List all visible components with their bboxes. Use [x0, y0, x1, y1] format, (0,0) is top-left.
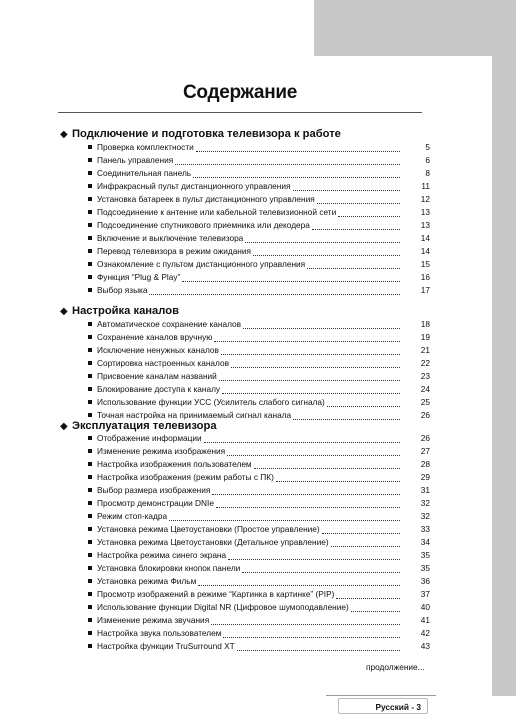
toc-entry-page: 40	[420, 602, 430, 612]
toc-entry-label: Установка блокировки кнопок панели	[97, 563, 241, 573]
toc-entry[interactable]	[88, 272, 430, 285]
square-bullet-icon	[88, 332, 97, 337]
toc-entry-label: Подсоединение к антенне или кабельной телевизионной сети	[97, 207, 337, 217]
square-bullet-icon	[88, 641, 97, 646]
dot-leader	[293, 413, 400, 420]
toc-entry[interactable]	[88, 285, 430, 298]
square-bullet-icon	[88, 233, 97, 238]
square-bullet-icon	[88, 446, 97, 451]
toc-entry-page: 36	[420, 576, 430, 586]
square-bullet-icon	[88, 142, 97, 147]
square-bullet-icon	[88, 181, 97, 186]
toc-entry-page: 26	[420, 433, 430, 443]
toc-entry-label: Исключение ненужных каналов	[97, 345, 219, 355]
toc-entry[interactable]	[88, 550, 430, 563]
toc-entry-page: 37	[420, 589, 430, 599]
toc-entry-page: 35	[420, 563, 430, 573]
dot-leader	[254, 462, 400, 469]
toc-entry-label: Просмотр изображений в режиме “Картинка в картинке” (PIP)	[97, 589, 335, 599]
dot-leader	[336, 592, 400, 599]
section-heading	[60, 305, 179, 317]
section-heading-text: Эксплуатация телевизора	[72, 420, 217, 432]
toc-entry-page: 23	[420, 371, 430, 381]
toc-entry-label: Отображение информации	[97, 433, 202, 443]
toc-entry-label: Изменение режима звучания	[97, 615, 210, 625]
toc-entry-label: Использование функции УСС (Усилитель слабого сигнала)	[97, 397, 325, 407]
toc-entry[interactable]	[88, 332, 430, 345]
dot-leader	[175, 158, 400, 165]
square-bullet-icon	[88, 155, 97, 160]
dot-leader	[276, 475, 400, 482]
square-bullet-icon	[88, 410, 97, 415]
toc-entry[interactable]	[88, 524, 430, 537]
toc-entry-label: Настройка звука пользователем	[97, 628, 222, 638]
toc-entry-page: 22	[420, 358, 430, 368]
square-bullet-icon	[88, 472, 97, 477]
toc-entry[interactable]	[88, 576, 430, 589]
toc-entry[interactable]	[88, 194, 430, 207]
square-bullet-icon	[88, 272, 97, 277]
toc-entry[interactable]	[88, 397, 430, 410]
dot-leader	[223, 631, 400, 638]
toc-entry-page: 11	[421, 181, 430, 191]
toc-entry[interactable]	[88, 155, 430, 168]
toc-entry-label: Функция “Plug & Play”	[97, 272, 181, 282]
toc-entry[interactable]	[88, 537, 430, 550]
square-bullet-icon	[88, 319, 97, 324]
square-bullet-icon	[88, 358, 97, 363]
toc-entry-label: Установка режима Фильм	[97, 576, 197, 586]
dot-leader	[193, 171, 400, 178]
toc-entry[interactable]	[88, 259, 430, 272]
dot-leader	[245, 236, 400, 243]
toc-entry[interactable]	[88, 142, 430, 155]
toc-entry-page: 13	[420, 207, 430, 217]
toc-entry-label: Режим стоп-кадра	[97, 511, 168, 521]
square-bullet-icon	[88, 194, 97, 199]
toc-entry-page: 28	[420, 459, 430, 469]
toc-entry-page: 31	[420, 485, 430, 495]
square-bullet-icon	[88, 397, 97, 402]
dot-leader	[242, 566, 400, 573]
square-bullet-icon	[88, 168, 97, 173]
toc-entry-label: Выбор языка	[97, 285, 148, 295]
square-bullet-icon	[88, 537, 97, 542]
toc-entry-page: 15	[420, 259, 430, 269]
toc-entry[interactable]	[88, 220, 430, 233]
toc-entry[interactable]	[88, 589, 430, 602]
dot-leader	[169, 514, 400, 521]
toc-entry-page: 42	[420, 628, 430, 638]
toc-entry[interactable]	[88, 207, 430, 220]
dot-leader	[216, 501, 400, 508]
toc-entry-page: 5	[425, 142, 430, 152]
dot-leader	[204, 436, 400, 443]
footer-divider	[326, 695, 436, 696]
toc-entry-label: Проверка комплектности	[97, 142, 194, 152]
toc-entry[interactable]	[88, 511, 430, 524]
toc-entry-label: Настройка функции TruSurround XT	[97, 641, 235, 651]
square-bullet-icon	[88, 628, 97, 633]
dot-leader	[198, 579, 400, 586]
square-bullet-icon	[88, 563, 97, 568]
dot-leader	[196, 145, 400, 152]
toc-entry[interactable]	[88, 472, 430, 485]
toc-entry-label: Перевод телевизора в режим ожидания	[97, 246, 252, 256]
dot-leader	[212, 488, 400, 495]
square-bullet-icon	[88, 384, 97, 389]
square-bullet-icon	[88, 459, 97, 464]
toc-entry-label: Присвоение каналам названий	[97, 371, 217, 381]
toc-entry[interactable]	[88, 498, 430, 511]
toc-entry-label: Точная настройка на принимаемый сигнал канала	[97, 410, 292, 420]
square-bullet-icon	[88, 511, 97, 516]
toc-entry-label: Выбор размера изображения	[97, 485, 211, 495]
square-bullet-icon	[88, 207, 97, 212]
toc-entry-label: Установка режима Цветоустановки (Детальное управление)	[97, 537, 329, 547]
toc-entry[interactable]	[88, 641, 430, 654]
toc-entry-page: 21	[420, 345, 430, 355]
square-bullet-icon	[88, 220, 97, 225]
toc-entry-label: Соединительная панель	[97, 168, 192, 178]
square-bullet-icon	[88, 485, 97, 490]
toc-entry-page: 27	[420, 446, 430, 456]
toc-entry[interactable]	[88, 371, 430, 384]
dot-leader	[182, 275, 400, 282]
dot-leader	[219, 374, 400, 381]
toc-entry-page: 33	[420, 524, 430, 534]
square-bullet-icon	[88, 285, 97, 290]
dot-leader	[307, 262, 400, 269]
dot-leader	[227, 449, 400, 456]
square-bullet-icon	[88, 246, 97, 251]
toc-entry-label: Ознакомление с пультом дистанционного управления	[97, 259, 306, 269]
toc-entry-label: Автоматическое сохранение каналов	[97, 319, 242, 329]
dot-leader	[214, 335, 400, 342]
toc-entry[interactable]	[88, 615, 430, 628]
toc-entry-label: Настройка режима синего экрана	[97, 550, 227, 560]
toc-entry-page: 34	[420, 537, 430, 547]
toc-entry-page: 6	[425, 155, 430, 165]
title-divider	[58, 112, 422, 113]
toc-entry-label: Просмотр демонстрации DNIe	[97, 498, 214, 508]
dot-leader	[228, 553, 400, 560]
square-bullet-icon	[88, 259, 97, 264]
dot-leader	[237, 644, 400, 651]
toc-entry[interactable]	[88, 384, 430, 397]
toc-entry[interactable]	[88, 358, 430, 371]
toc-entry-label: Подсоединение спутникового приемника или декодера	[97, 220, 310, 230]
square-bullet-icon	[88, 576, 97, 581]
toc-entry-label: Блокирование доступа к каналу	[97, 384, 221, 394]
toc-entry-page: 41	[420, 615, 430, 625]
toc-entry-page: 29	[420, 472, 430, 482]
page-footer: Русский - 3	[338, 698, 428, 714]
toc-entry[interactable]	[88, 485, 430, 498]
toc-entry-page: 16	[420, 272, 430, 282]
dot-leader	[222, 387, 400, 394]
toc-entry[interactable]	[88, 319, 430, 332]
square-bullet-icon	[88, 602, 97, 607]
dot-leader	[327, 400, 400, 407]
toc-entry-label: Использование функции Digital NR (Цифровое шумоподавление)	[97, 602, 349, 612]
dot-leader	[351, 605, 400, 612]
square-bullet-icon	[88, 498, 97, 503]
toc-entry-page: 32	[420, 498, 430, 508]
toc-entry[interactable]	[88, 345, 430, 358]
square-bullet-icon	[88, 550, 97, 555]
toc-entry-page: 17	[420, 285, 430, 295]
diamond-bullet-icon: ◆	[60, 129, 68, 140]
dot-leader	[149, 288, 400, 295]
toc-entry-page: 8	[425, 168, 430, 178]
toc-entry-label: Установка батареек в пульт дистанционного управления	[97, 194, 315, 204]
toc-entry-page: 43	[420, 641, 430, 651]
toc-entry[interactable]	[88, 433, 430, 446]
dot-leader	[331, 540, 400, 547]
square-bullet-icon	[88, 589, 97, 594]
square-bullet-icon	[88, 371, 97, 376]
dot-leader	[221, 348, 400, 355]
toc-entry-page: 13	[420, 220, 430, 230]
toc-entry-page: 14	[420, 233, 430, 243]
toc-entry-page: 25	[420, 397, 430, 407]
toc-entry-label: Инфракрасный пульт дистанционного управления	[97, 181, 291, 191]
side-decorative-bar	[492, 56, 516, 696]
dot-leader	[243, 322, 400, 329]
page-title: Содержание	[182, 82, 298, 103]
toc-entry-label: Включение и выключение телевизора	[97, 233, 244, 243]
toc-entry-label: Настройка изображения пользователем	[97, 459, 252, 469]
dot-leader	[338, 210, 400, 217]
toc-entry-label: Установка режима Цветоустановки (Простое управление)	[97, 524, 320, 534]
top-decorative-band	[314, 0, 516, 56]
toc-entry-label: Сохранение каналов вручную	[97, 332, 213, 342]
toc-entry[interactable]	[88, 168, 430, 181]
section-heading	[60, 420, 217, 432]
toc-entry[interactable]	[88, 628, 430, 641]
toc-entry-page: 24	[420, 384, 430, 394]
square-bullet-icon	[88, 433, 97, 438]
toc-entry[interactable]	[88, 602, 430, 615]
dot-leader	[231, 361, 400, 368]
toc-entry[interactable]	[88, 459, 430, 472]
dot-leader	[211, 618, 400, 625]
square-bullet-icon	[88, 615, 97, 620]
section-heading-text: Подключение и подготовка телевизора к работе	[72, 128, 341, 140]
section-heading	[60, 128, 341, 140]
section-heading-text: Настройка каналов	[72, 305, 179, 317]
toc-entry-page: 32	[420, 511, 430, 521]
toc-entry[interactable]	[88, 181, 430, 194]
dot-leader	[317, 197, 400, 204]
toc-entry[interactable]	[88, 233, 430, 246]
square-bullet-icon	[88, 345, 97, 350]
toc-entry-label: Изменение режима изображения	[97, 446, 226, 456]
diamond-bullet-icon: ◆	[60, 306, 68, 317]
dot-leader	[293, 184, 401, 191]
dot-leader	[312, 223, 400, 230]
diamond-bullet-icon: ◆	[60, 421, 68, 432]
toc-entry[interactable]	[88, 563, 430, 576]
dot-leader	[322, 527, 400, 534]
toc-entry-page: 26	[420, 410, 430, 420]
toc-entry-page: 19	[420, 332, 430, 342]
toc-entry-label: Панель управления	[97, 155, 174, 165]
toc-entry[interactable]	[88, 246, 430, 259]
toc-entry-label: Настройка изображения (режим работы с ПК)	[97, 472, 274, 482]
square-bullet-icon	[88, 524, 97, 529]
continued-note: продолжение...	[366, 662, 425, 672]
dot-leader	[253, 249, 400, 256]
toc-entry-page: 35	[420, 550, 430, 560]
toc-entry-page: 18	[420, 319, 430, 329]
toc-entry-page: 12	[420, 194, 430, 204]
toc-entry[interactable]	[88, 446, 430, 459]
toc-entry-label: Сортировка настроенных каналов	[97, 358, 229, 368]
toc-entry-page: 14	[420, 246, 430, 256]
